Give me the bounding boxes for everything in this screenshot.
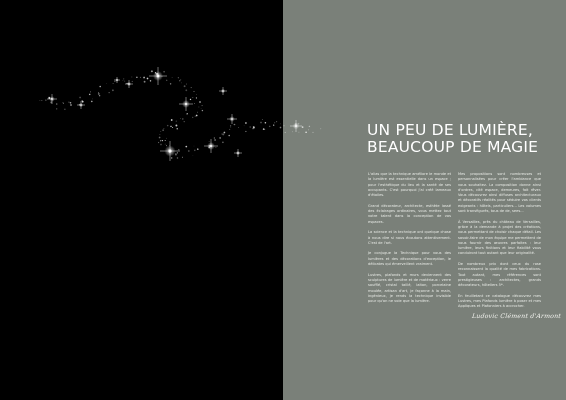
paragraph: Lustres, plafonds et murs deviennent des sculptures de lumière et de matériaux : verre soufflé, cristal taillé, laiton, porcelaine moulée, artisan d'art, je façonne à la main, ingénieux, je rends la technique invisible pour qu'on ne voie que la lumière. xyxy=(368,272,451,304)
title-line-2: BEAUCOUP DE MAGIE xyxy=(367,138,539,156)
page-title xyxy=(367,122,557,156)
paragraph: Grand décorateur, architecte, esthète lassé des éclairages ordinaires, vous mettez tout votre talent dans la conception de vos espaces. xyxy=(368,203,451,224)
paragraph: À Versailles, près du château de Versailles, grâce à la demande à projet des créations, vous permettant de choisir chaque détail. Les savoir-faire de mon équipe me permettent de vous fournir des œuvres parfaites : leur lumière, leurs finitions et leur fiabilité vous conduiront tout autant que leur originalité. xyxy=(458,219,541,256)
paragraph: La science et la technique ont quelque chose à nous dire si nous écoutons attentivement. C'est de l'art. xyxy=(368,230,451,245)
title-line-1: UN PEU DE LUMIÈRE, xyxy=(367,121,533,139)
paragraph: Mes propositions sont nombreuses et personnalisées pour créer l'ambiance que vous souhaitez. La composition donne ainsi d'ordres, cité espace, demeures, fait rêver. Vous découvrez ainsi diffuses architecturaux et décoratifs réalités pour séduire vos clients exigeants : hôtels, particuliers... Les volumes sont transfigurés, tous de de, sees... xyxy=(458,172,541,214)
paragraph: Je conjugue la Technique pour vous des lumières et des décorations d'exception, le délicates qui émerveillent vraiment. xyxy=(368,251,451,267)
text-column-2 xyxy=(458,172,541,315)
signature: Ludovic Clément d'Armont xyxy=(471,313,562,320)
paragraph: De nombreux prix dont ceux du rose reconnaissent la qualité de mes fabrications. Tout autant, mes références sont prestigieuses : architectes, grands décorateurs, hôteliers 5*. xyxy=(458,262,541,288)
text-column-1 xyxy=(368,172,451,310)
paragraph: En feuilletant ce catalogue découvrez mes Lustres, mes Plafonds lumière à poser et mes Appliques et Plafonniers à accrocher. xyxy=(458,293,541,309)
paragraph: L'alias que la technique améliore le monde et la lumière est essentielle dans un espace ; pour l'esthétique du lieu et la santé de ses occupants. C'est pourquoi j'ai créé lameaux d'étoiles. xyxy=(368,172,451,198)
